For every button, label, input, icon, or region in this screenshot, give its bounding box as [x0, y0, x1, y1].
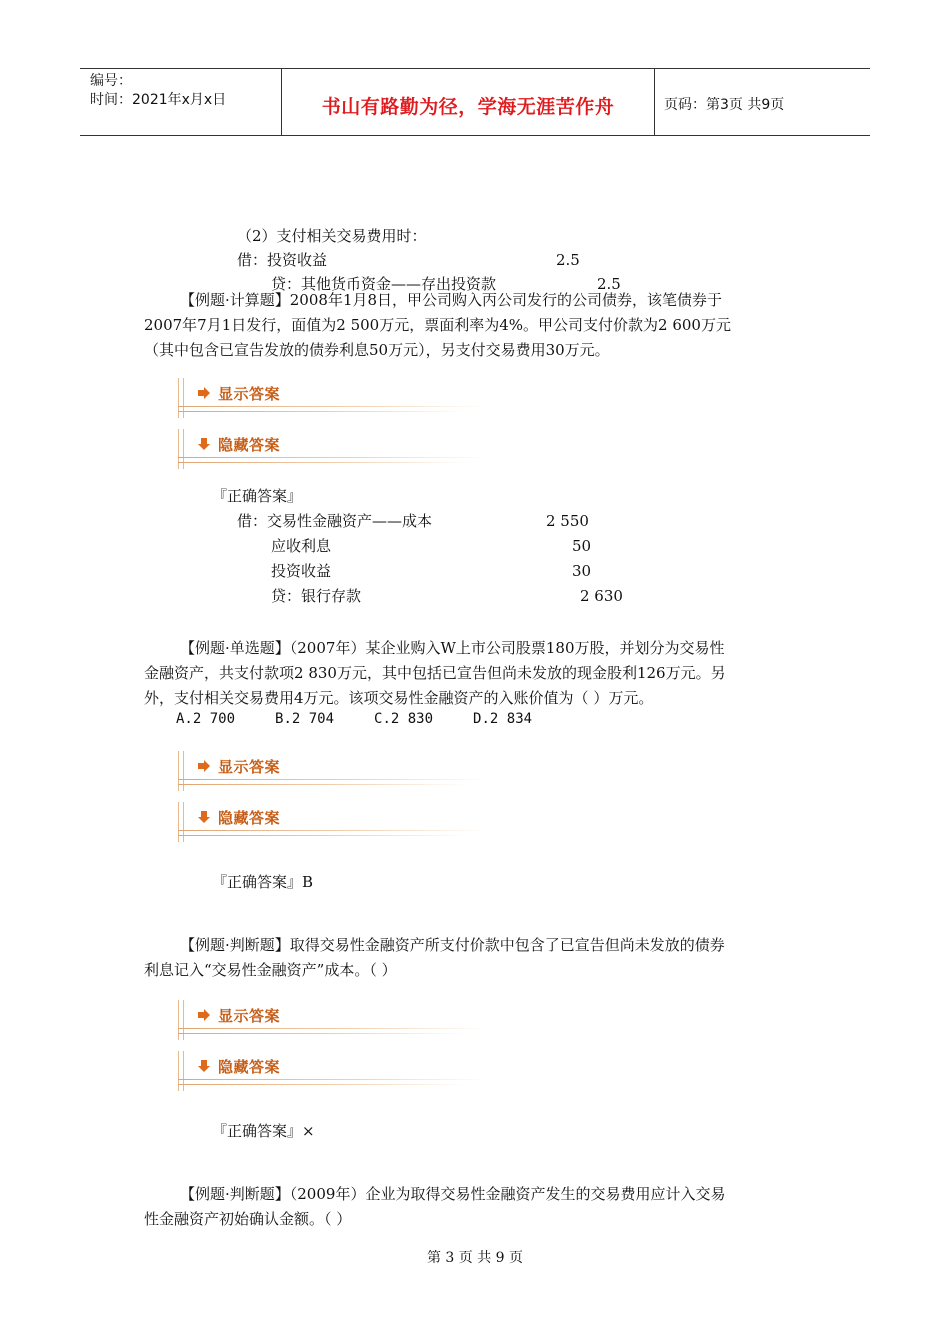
example1-line1: 【例题·计算题】2008年1月8日，甲公司购入丙公司发行的公司债券，该笔债券于 [180, 291, 723, 309]
example2-option-b[interactable]: B.2 704 [275, 711, 335, 727]
example1-row4-amount: 2 630 [580, 587, 623, 605]
arrow-down-icon [196, 1058, 212, 1074]
show-answer-button[interactable] [178, 378, 478, 418]
show-answer-label: 显示答案 [218, 385, 281, 403]
entry-credit-amount: 2.5 [597, 275, 621, 293]
header-bottom-rule [80, 135, 870, 136]
example4-line2: 性金融资产初始确认金额。（ ） [144, 1210, 352, 1228]
example2-line3: 外，支付相关交易费用4万元。该项交易性金融资产的入账价值为（ ）万元。 [144, 689, 654, 707]
arrow-right-icon [196, 385, 212, 401]
hide-answer-button[interactable] [178, 429, 478, 469]
arrow-down-icon [196, 809, 212, 825]
hide-answer-button[interactable] [178, 1051, 478, 1091]
entry-debit-account: 借：投资收益 [237, 251, 328, 269]
header-top-rule [80, 68, 870, 69]
example1-row3-account: 投资收益 [271, 562, 332, 580]
hide-answer-label: 隐藏答案 [218, 809, 281, 827]
example1-row1-account: 借：交易性金融资产——成本 [237, 512, 433, 530]
example2-answer: 『正确答案』B [212, 873, 314, 891]
example2-options [176, 711, 532, 728]
entry-title: （2）支付相关交易费用时： [237, 227, 427, 245]
header-meta [90, 72, 226, 110]
footer-page-number: 第 3 页 共 9 页 [426, 1250, 524, 1266]
hide-answer-button[interactable] [178, 802, 478, 842]
entry-credit-account: 贷：其他货币资金——存出投资款 [271, 275, 497, 293]
entry-debit-amount: 2.5 [556, 251, 580, 269]
example1-row1-amount: 2 550 [546, 512, 589, 530]
example3-answer: 『正确答案』× [212, 1122, 315, 1140]
arrow-right-icon [196, 758, 212, 774]
hide-answer-label: 隐藏答案 [218, 1058, 281, 1076]
example2-line1: 【例题·单选题】（2007年）某企业购入W上市公司股票180万股，并划分为交易性 [180, 639, 725, 657]
example1-row2-account: 应收利息 [271, 537, 332, 555]
show-answer-label: 显示答案 [218, 1007, 281, 1025]
example2-option-a[interactable]: A.2 700 [176, 711, 236, 727]
header-divider-right [654, 68, 655, 135]
show-answer-button[interactable] [178, 751, 478, 791]
example1-answer-heading: 『正确答案』 [212, 487, 303, 505]
example2-question [144, 636, 804, 711]
arrow-right-icon [196, 1007, 212, 1023]
header-motto: 书山有路勤为径，学海无涯苦作舟 [321, 96, 615, 118]
hide-answer-label: 隐藏答案 [218, 436, 281, 454]
example1-question [144, 288, 804, 363]
show-answer-button[interactable] [178, 1000, 478, 1040]
example1-line3: （其中包含已宣告发放的债券利息50万元），另支付交易费用30万元。 [144, 341, 610, 359]
example3-question [144, 933, 804, 983]
example1-line2: 2007年7月1日发行，面值为2 500万元，票面利率为4%。甲公司支付价款为2 600万元 [144, 316, 731, 334]
example1-row3-amount: 30 [572, 562, 592, 580]
header-date-label: 时间：2021年x月x日 [90, 92, 227, 108]
example2-line2: 金融资产，共支付款项2 830万元，其中包括已宣告但尚未发放的现金股利126万元。另 [144, 664, 726, 682]
example2-option-c[interactable]: C.2 830 [374, 711, 434, 727]
header-number-label: 编号： [90, 73, 132, 89]
header-page-label: 页码：第3页 共9页 [664, 97, 785, 113]
example4-question [144, 1182, 804, 1232]
example4-line1: 【例题·判断题】（2009年）企业为取得交易性金融资产发生的交易费用应计入交易 [180, 1185, 726, 1203]
example2-option-d[interactable]: D.2 834 [473, 711, 533, 727]
show-answer-label: 显示答案 [218, 758, 281, 776]
example3-line2: 利息记入“交易性金融资产”成本。（ ） [144, 961, 397, 979]
arrow-down-icon [196, 436, 212, 452]
example1-row4-account: 贷：银行存款 [271, 587, 362, 605]
example1-row2-amount: 50 [572, 537, 592, 555]
example3-line1: 【例题·判断题】取得交易性金融资产所支付价款中包含了已宣告但尚未发放的债券 [180, 936, 725, 954]
